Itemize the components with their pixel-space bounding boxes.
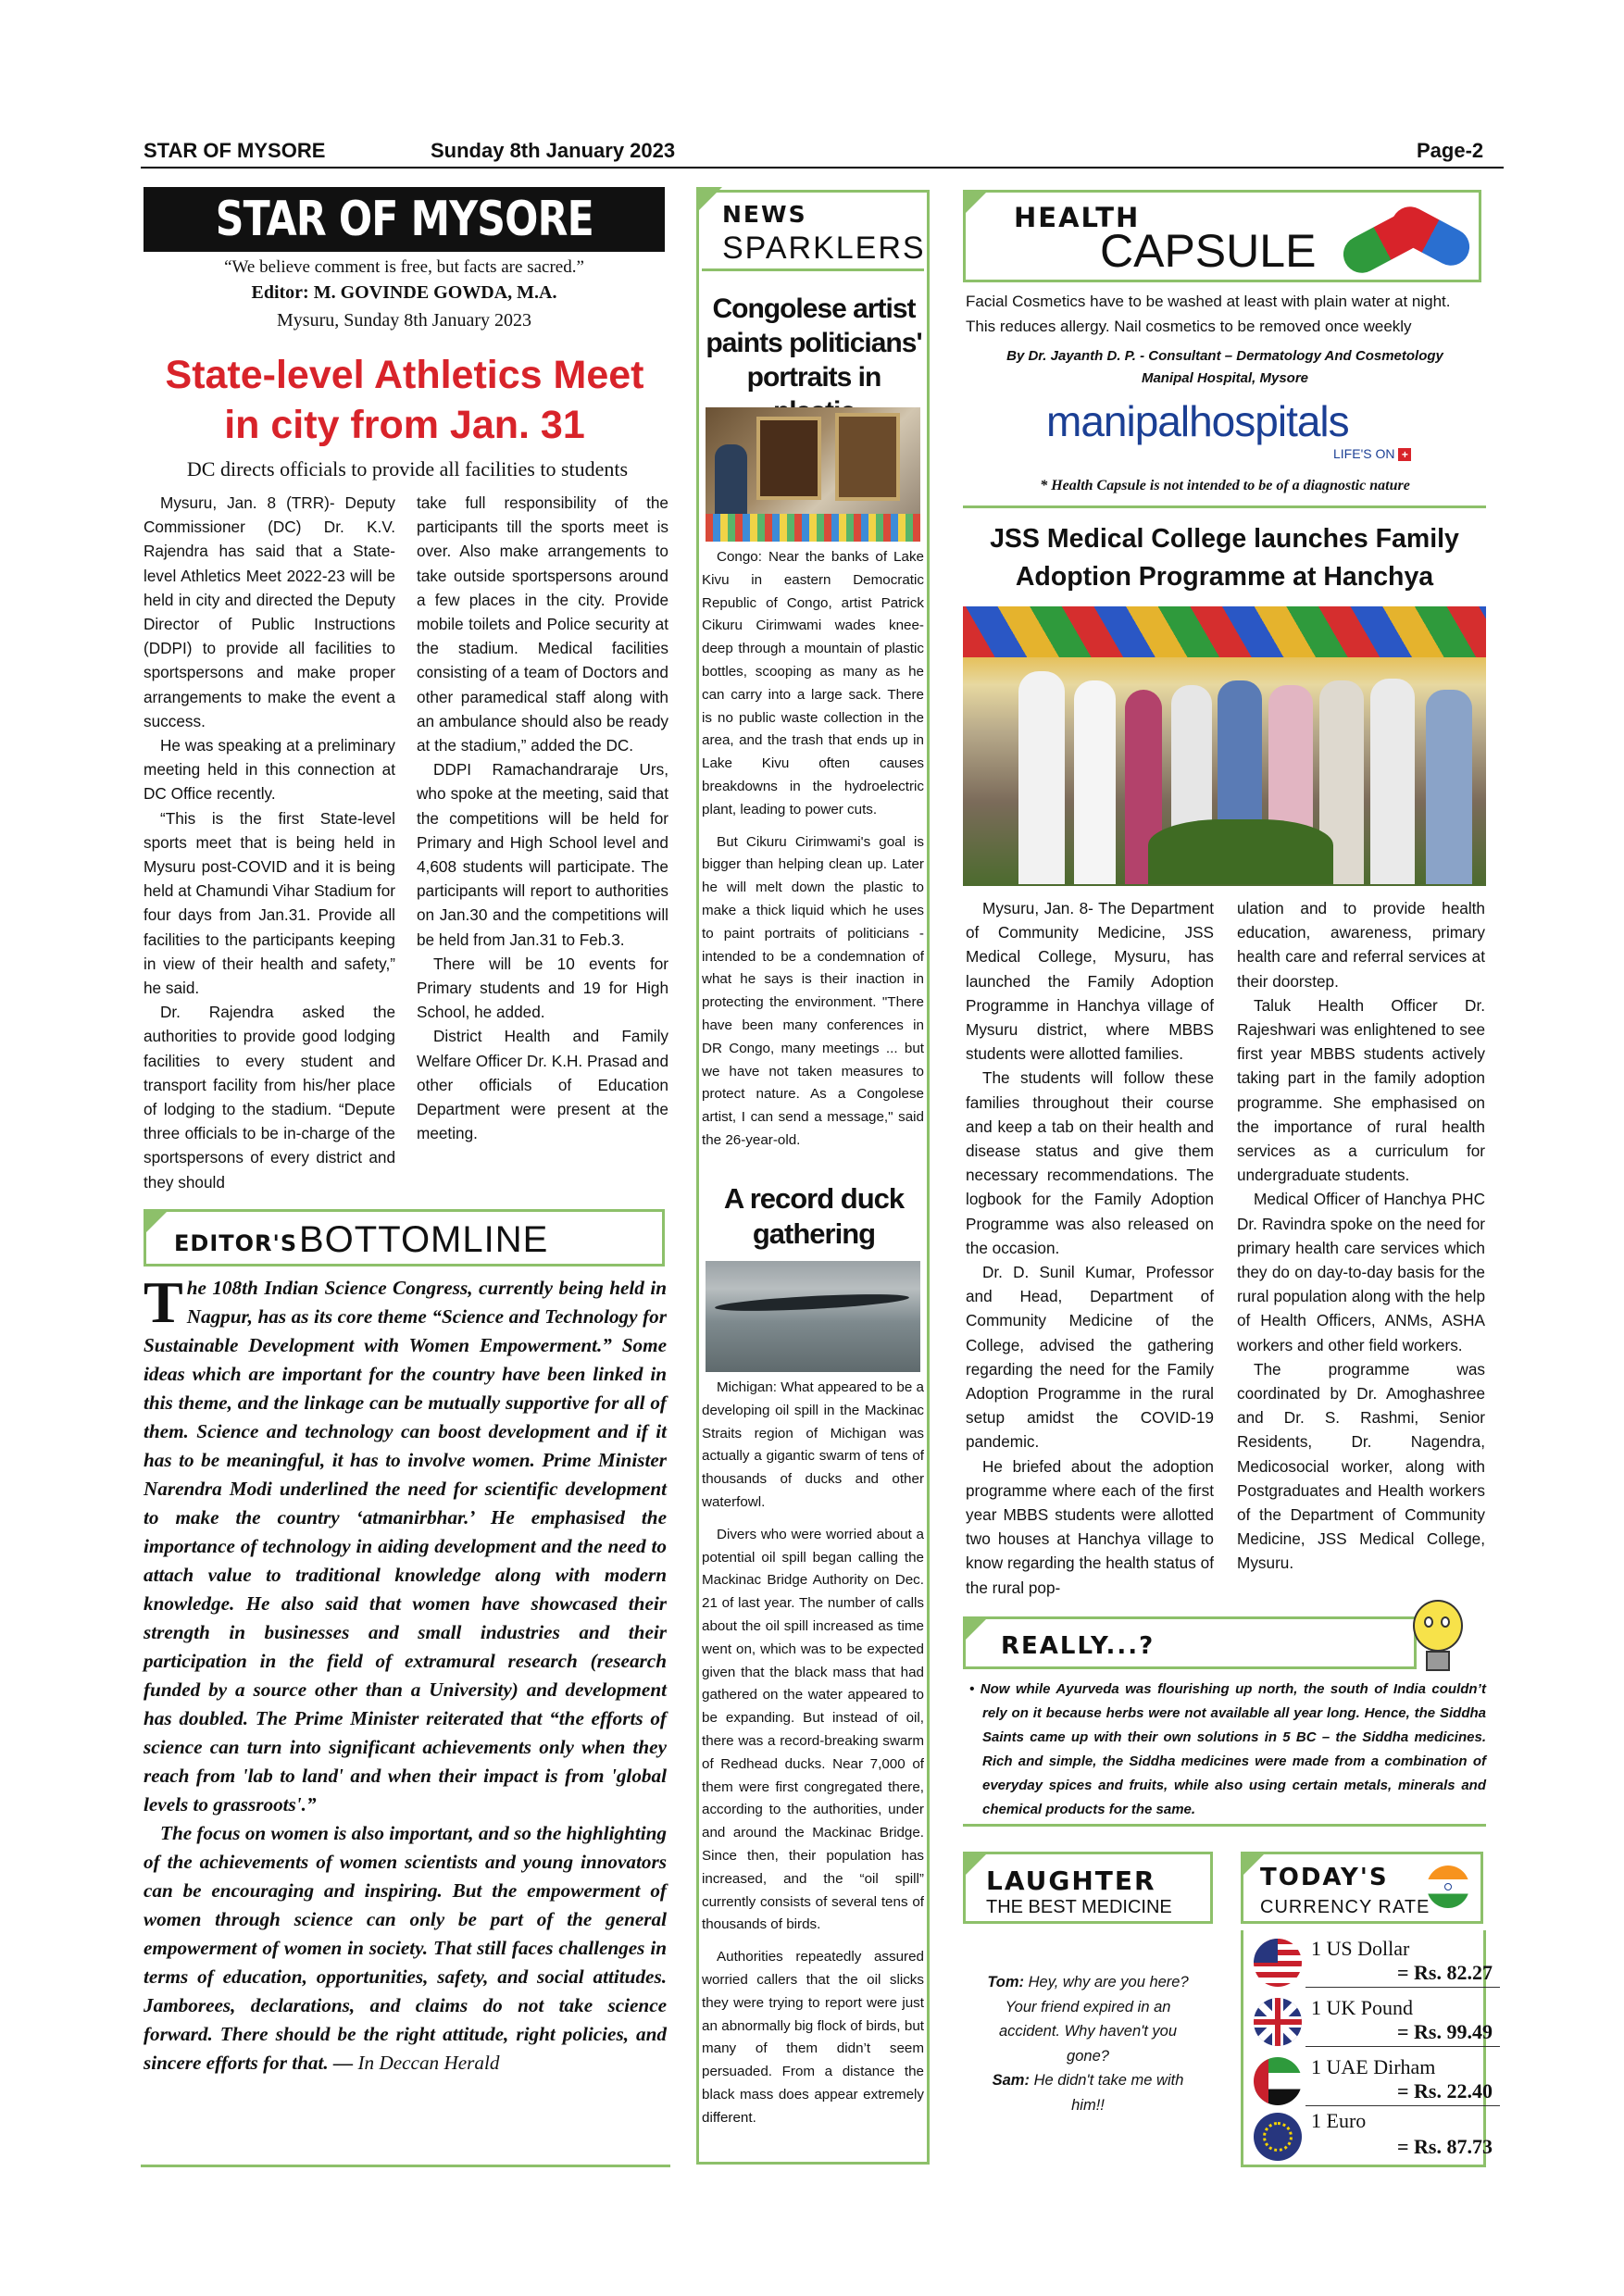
currency-rate: = Rs. 87.73: [1397, 2135, 1493, 2158]
duck-para: Michigan: What appeared to be a developing oil spill in the Mackinac Straits region of Michigan was actually a gigantic swarm of tens of thousands of ducks and other waterfowl.: [702, 1379, 924, 1510]
athletics-para: “This is the first State-level sports meet that is being held in Mysuru post-COVID and it is being held at Chamundi Vihar Stadium for four days from Jan.31. Provide all facilities to the participants keeping in view of their health and safety,” he said.: [144, 808, 395, 998]
india-flag-icon: [1427, 1866, 1469, 1908]
currency-row: [1248, 1933, 1500, 1989]
congolese-para: Congo: Near the banks of Lake Kivu in eastern Democratic Republic of Congo, artist Patrick Cikuru Cirimwami wades knee-deep through a mountain of plastic bottles, scooping as many as he can carry into a large sack. There is no public waste collection in the area, and the trash that ends up in Lake Kivu often causes breakdowns in the hydroelectric plant, leading to power cuts.: [702, 549, 924, 817]
duck-swarm-photo: [706, 1261, 920, 1372]
jss-col1: [966, 896, 1214, 1600]
health-label-big: CAPSULE: [1100, 225, 1317, 277]
athletics-para: Dr. Rajendra asked the authorities to provide good lodging facilities to every student and transport facility from his/her place of lodging to the stadium. “Depute three officials to be in-charge of the sportspersons of every district and they should: [144, 1003, 395, 1192]
corner-tab: [963, 1616, 989, 1642]
currency-name: 1 US Dollar: [1311, 1937, 1410, 1960]
athletics-para: DDPI Ramachandraraje Urs, who spoke at the meeting, said that the competitions will be held for Primary and High School level and 4,608 students will participate. The participants will report to authorities on Jan.30 and the competitions will be held from Jan.31 to Feb.3.: [417, 760, 668, 949]
athletics-headline-line2: in city from Jan. 31: [224, 403, 585, 447]
laughter-joke: [986, 1970, 1190, 2117]
currency-label-big: TODAY'S: [1260, 1864, 1389, 1891]
currency-row: [1248, 2052, 1500, 2107]
congolese-artist-photo: [706, 407, 920, 542]
currency-row: [1248, 1992, 1500, 2048]
masthead-title: STAR OF MYSORE: [215, 192, 593, 247]
joke-line-sam: He didn't take me with him!!: [1033, 2072, 1184, 2114]
duck-headline: A record duck gathering: [723, 1182, 905, 1250]
manipal-logo-word: manipal: [1046, 397, 1190, 445]
jss-headline-line1: JSS Medical College launches Family: [990, 524, 1459, 554]
athletics-para: There will be 10 events for Primary students and 19 for High School, he added.: [417, 954, 668, 1022]
editorial-body: [144, 1269, 667, 2078]
really-fact: Now while Ayurveda was flourishing up north, the south of India couldn’t rely on it because herbs were not available all year long. Hence, the Siddha Saints came up with their own solutions in 5 BC – the Siddha medicines. Rich and simple, the Siddha medicines were made from a combination of everyday spices and fruits, while also using certain metals, minerals and chemical products for the same.: [980, 1681, 1487, 1817]
health-rule: [963, 505, 1486, 508]
page-date: Sunday 8th January 2023: [431, 139, 676, 162]
congolese-body: [702, 546, 924, 1153]
jss-para: Dr. D. Sunil Kumar, Professor and Head, Department of Community Medicine of the College, advised the gathering regarding the need for the Family Adoption Programme in the rural setup amidst the COVID-19 pandemic.: [966, 1263, 1214, 1452]
laughter-label-small: THE BEST MEDICINE: [986, 1897, 1172, 1917]
joke-line-tom: Hey, why are you here? Your friend expired in an accident. Why haven't you gone?: [998, 1974, 1189, 2065]
jss-event-photo: [963, 606, 1486, 886]
editors-label-big: BOTTOMLINE: [299, 1219, 549, 1260]
sparklers-label-big: SPARKLERS: [722, 231, 926, 266]
corner-tab: [144, 1209, 169, 1235]
manipal-logo: [1046, 396, 1349, 446]
jss-para: Medical Officer of Hanchya PHC Dr. Ravindra spoke on the need for primary health care services which they do on day-to-day basis for the rural population along with the help of Health Officers, ANMs, ASHA workers and other field workers.: [1237, 1190, 1485, 1354]
currency-name: 1 UAE Dirham: [1311, 2055, 1436, 2078]
athletics-col1: [144, 491, 395, 1194]
jss-col2: [1237, 896, 1485, 1576]
athletics-para: District Health and Family Welfare Officer Dr. K.H. Prasad and other officials of Education Department were present at the meeting.: [417, 1027, 668, 1143]
jss-para: Mysuru, Jan. 8- The Department of Community Medicine, JSS Medical College, Mysuru, has launched the Family Adoption Programme in Hanchya village of Mysuru district, where MBBS students were allotted families.: [966, 899, 1214, 1064]
really-rule: [963, 1824, 1486, 1827]
really-label: REALLY...?: [1001, 1632, 1156, 1660]
health-hospital: Manipal Hospital, Mysore: [1141, 370, 1309, 386]
lightbulb-icon: [1405, 1600, 1470, 1681]
jss-para: ulation and to provide health education, awareness, primary health care and referral services at their doorstep.: [1237, 899, 1485, 991]
jss-para: The programme was coordinated by Dr. Amoghashree and Dr. S. Rashmi, Senior Residents, Dr. Nagendra, Medicosocial worker, along with Postgraduates and Health workers of the Department of Community Medicine, JSS Medical College, Mysuru.: [1237, 1359, 1485, 1573]
athletics-col2: [417, 491, 668, 1145]
us-flag-icon: [1254, 1939, 1302, 1987]
sparklers-label-small: NEWS: [722, 201, 807, 228]
duck-para: Divers who were worried about a potential oil spill began calling the Mackinac Bridge Authority on Dec. 21 of last year. The number of calls about the oil spill increased as time went on, which was to be expected given that the black mass that had gathered on the water appeared to be expanding. But instead of oil, there was a record-breaking swarm of Redhead ducks. Near 7,000 of them were first congregated there, according to the authorities, under and around the Mackinac Bridge. Since then, their population has increased, and the “oil spill” currently consists of several tens of thousands of birds.: [702, 1526, 924, 1933]
duck-body: [702, 1377, 924, 2130]
header-rule: [141, 167, 1504, 168]
currency-rate: = Rs. 22.40: [1397, 2079, 1493, 2103]
health-tip: Facial Cosmetics have to be washed at least with plain water at night. This reduces allergy. Nail cosmetics to be removed once weekly: [966, 293, 1451, 335]
uae-flag-icon: [1254, 2057, 1302, 2105]
editors-bottomline-label-box: [144, 1209, 665, 1267]
editorial-source: In Deccan Herald: [357, 2052, 500, 2074]
masthead: [144, 187, 665, 252]
editors-label-small: EDITOR'S: [174, 1230, 298, 1256]
athletics-para: Mysuru, Jan. 8 (TRR)- Deputy Commissioner (DC) Dr. K.V. Rajendra has said that a State-level Athletics Meet 2022-23 will be held in city and directed the Deputy Director of Public Instructions (DDPI) to provide all facilities to sportspersons and make proper arrangements to make the event a success.: [144, 493, 395, 730]
currency-rate: = Rs. 99.49: [1397, 2020, 1493, 2043]
currency-label-box: [1241, 1852, 1483, 1924]
masthead-motto: “We believe comment is free, but facts are sacred.”: [224, 257, 584, 277]
uk-flag-icon: [1254, 1998, 1302, 2046]
bullet-icon: •: [969, 1681, 975, 1697]
joke-speaker-tom: Tom:: [987, 1974, 1025, 1990]
editorial-para: The focus on women is also important, and so the highlighting of the achievements of women scientists and young innovators can be encouraging and inspiring. But the empowerment of women through science can only be part of the general empowerment of women in society. That still faces challenges in terms of education, opportunities, safety, and social attitudes. Jamborees, declarations, and claims do not take science forward. There should be the right attitude, right policies, and sincere efforts for that. —: [144, 1822, 667, 2074]
athletics-para: He was speaking at a preliminary meeting held in this connection at DC Office recently.: [144, 736, 395, 804]
corner-tab: [963, 190, 989, 216]
congolese-para: But Cikuru Cirimwami's goal is bigger than helping clean up. Later he will melt down the plastic to make a thick liquid which he uses to paint portraits of politicians - intended to be a condemnation of what he says is their inaction in protecting the environment. "There have been many conferences in DR Congo, many meetings ... but we have not taken measures to protect nature. As a Congolese artist, I can send a message," said the 26-year-old.: [702, 833, 924, 1148]
laughter-label-big: LAUGHTER: [986, 1866, 1156, 1896]
jss-headline-line2: Adoption Programme at Hanchya: [1015, 562, 1434, 592]
jss-para: He briefed about the adoption programme where each of the first year MBBS students were allotted two houses at Hanchya village to know regarding the health status of the rural pop-: [966, 1456, 1214, 1597]
health-label-small: HEALTH: [1014, 202, 1141, 233]
athletics-headline-line1: State-level Athletics Meet: [165, 353, 644, 397]
news-sparklers-label: [702, 190, 924, 271]
currency-name: 1 Euro: [1311, 2109, 1367, 2132]
plus-icon: +: [1398, 448, 1411, 461]
jss-para: The students will follow these families throughout their course and keep a tab on their health and disease status and give them necessary recommendations. The logbook for the Family Adoption Programme was also released on the occasion.: [966, 1068, 1214, 1257]
laughter-label-box: [963, 1852, 1213, 1924]
really-text: [966, 1678, 1486, 1822]
duck-para: Authorities repeatedly assured worried callers that the oil slicks they were trying to report were just an abnormally big flock of birds, but many of them didn’t seem persuaded. From a distance the black mass does appear extremely different.: [702, 1949, 924, 2126]
currency-rate: = Rs. 82.27: [1397, 1961, 1493, 1984]
health-disclaimer: * Health Capsule is not intended to be of a diagnostic nature: [1040, 478, 1410, 493]
editorial-bottom-rule: [141, 2165, 670, 2167]
eu-flag-icon: [1254, 2113, 1302, 2161]
editorial-dropcap: T: [144, 1269, 183, 1335]
corner-tab: [696, 187, 722, 213]
jss-para: Taluk Health Officer Dr. Rajeshwari was enlightened to see first year MBBS students actively taking part in the family adoption programme. She emphasised on the importance of rural health services as a curriculum for undergraduate students.: [1237, 995, 1485, 1185]
masthead-editor: Editor: M. GOVINDE GOWDA, M.A.: [251, 282, 557, 303]
masthead-dateline: Mysuru, Sunday 8th January 2023: [277, 310, 531, 331]
athletics-para: take full responsibility of the participants till the sports meet is over. Also make arrangements to take outside sportspersons around a few places in the city. Provide mobile toilets and Police security at the stadium. Medical facilities consisting of a team of Doctors and other paramedical staff along with an ambulance should also be ready at the stadium,” added the DC.: [417, 493, 668, 755]
paper-name: STAR OF MYSORE: [144, 139, 326, 162]
manipal-tagline-text: LIFE'S ON: [1333, 446, 1395, 461]
currency-label-small: CURRENCY RATE: [1260, 1897, 1430, 1917]
corner-tab: [963, 1852, 989, 1878]
capsule-pill-icon: [1333, 199, 1481, 273]
health-byline: By Dr. Jayanth D. P. - Consultant – Dermatology And Cosmetology: [1006, 348, 1443, 364]
manipal-tagline: [1333, 446, 1411, 461]
manipal-logo-word2: hospitals: [1189, 397, 1349, 445]
currency-name: 1 UK Pound: [1311, 1996, 1414, 2019]
athletics-subhead: DC directs officials to provide all facilities to students: [186, 457, 629, 480]
joke-speaker-sam: Sam:: [992, 2072, 1030, 2089]
really-label-box: [963, 1616, 1417, 1669]
congolese-headline: Congolese artist paints politicians' portraits in: [706, 293, 922, 393]
editorial-para: he 108th Indian Science Congress, currently being held in Nagpur, has as its core theme “Science and Technology for Sustainable Development with Women Empowerment.” Some ideas which are important for the country have been linked in this theme, and the linkage can be mutually supportive for all of them. Science and technology can boost development and if it has to be meaningful, it has to involve women. Prime Minister Narendra Modi underlined the need for scientific development to make the country ‘atmanirbhar.’ He emphasised the importance of technology in aiding development and the need to attach value to traditional knowledge along with modern knowledge. He also said that women have showcased their strength in businesses and small industries and their participation in the field of extramural research (research funded by a source other than a University) and development has doubled. The Prime Minister reiterated that “the efforts of science can turn into significant achievements only when they reach from 'lab to land' and when their impact is from 'global levels to grassroots'.”: [144, 1277, 667, 1816]
currency-row: [1248, 2107, 1500, 2163]
page-number: Page-2: [1417, 139, 1484, 162]
